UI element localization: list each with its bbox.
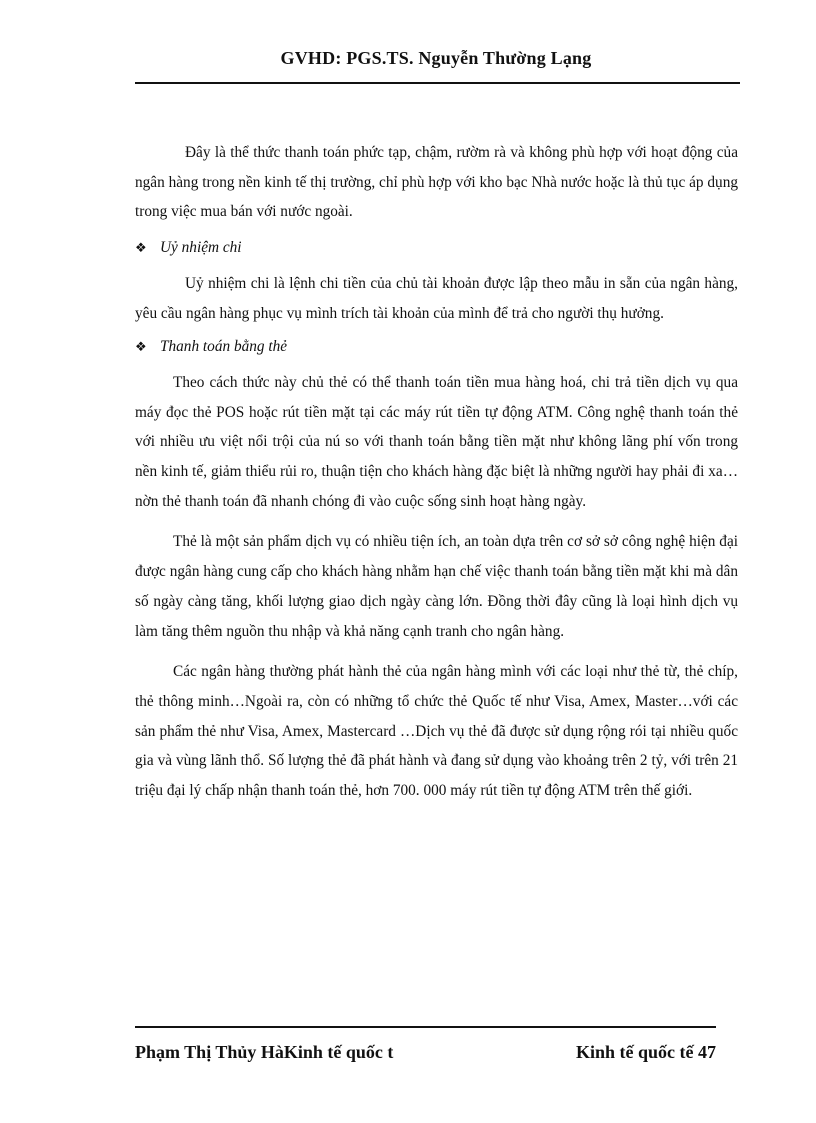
diamond-bullet-icon: ❖ xyxy=(135,339,147,355)
document-body xyxy=(135,138,738,806)
header-divider xyxy=(135,82,740,84)
paragraph-card-product: Thẻ là một sản phẩm dịch vụ có nhiều tiện ích, an toàn dựa trên cơ sở sở công nghệ hiện đại được ngân hàng cung cấp cho khách hàng nhằm hạn chế việc thanh toán bằng tiền mặt khi mà dân số ngày càng tăng, khối lượng giao dịch ngày càng lớn. Đồng thời đây cũng là loại hình dịch vụ làm tăng thêm nguồn thu nhập và khả năng cạnh tranh cho ngân hàng. xyxy=(135,533,738,640)
paragraph-intro: Đây là thể thức thanh toán phức tạp, chậm, rườm rà và không phù hợp với hoạt động của ngân hàng trong nền kinh tế thị trường, chỉ phù hợp với kho bạc Nhà nước hoặc là thủ tục áp dụng trong việc mua bán với nước ngoài. xyxy=(135,144,738,221)
footer-author: Phạm Thị Thủy HàKinh tế quốc t xyxy=(135,1042,394,1062)
footer-divider xyxy=(135,1026,716,1028)
section-heading-uy-nhiem-chi xyxy=(135,233,738,263)
page-header-title: GVHD: PGS.TS. Nguyễn Thường Lạng xyxy=(280,48,592,68)
diamond-bullet-icon: ❖ xyxy=(135,240,147,256)
footer-page-label: Kinh tế quốc tế 47 xyxy=(576,1042,717,1062)
paragraph-card-issuers: Các ngân hàng thường phát hành thẻ của ngân hàng mình với các loại như thẻ từ, thẻ chíp, thẻ thông minh…Ngoài ra, còn có những tổ chức thẻ Quốc tế như Visa, Amex, Master…với các sản phẩm thẻ như Visa, Amex, Mastercard …Dịch vụ thẻ đã được sử dụng rộng rói tại nhiều quốc gia và vùng lãnh thổ. Số lượng thẻ đã phát hành và đang sử dụng vào khoảng trên 2 tỷ, với trên 21 triệu đại lý chấp nhận thanh toán thẻ, hơn 700. 000 máy rút tiền tự động ATM trên thế giới. xyxy=(135,663,738,800)
section-heading-thanh-toan-the xyxy=(135,332,738,362)
section-heading-label: Uỷ nhiệm chi xyxy=(160,239,242,257)
paragraph-card-payment: Theo cách thức này chủ thẻ có thể thanh toán tiền mua hàng hoá, chi trả tiền dịch vụ qua máy đọc thẻ POS hoặc rút tiền mặt tại các máy rút tiền tự động ATM. Công nghệ thanh toán thẻ với nhiều ưu việt nổi trội của nú so với thanh toán bằng tiền mặt như không lãng phí vốn trong nền kinh tế, giảm thiểu rủi ro, thuận tiện cho khách hàng đặc biệt là những người hay phải đi xa…nờn thẻ thanh toán đã nhanh chóng đi vào cuộc sống sinh hoạt hàng ngày. xyxy=(135,373,738,510)
section-heading-label: Thanh toán bằng thẻ xyxy=(160,338,288,356)
paragraph-uy-nhiem-chi: Uỷ nhiệm chi là lệnh chi tiền của chủ tài khoản được lập theo mẫu in sẵn của ngân hàng, yêu cầu ngân hàng phục vụ mình trích tài khoản của mình để trả cho người thụ hưởng. xyxy=(135,274,738,322)
